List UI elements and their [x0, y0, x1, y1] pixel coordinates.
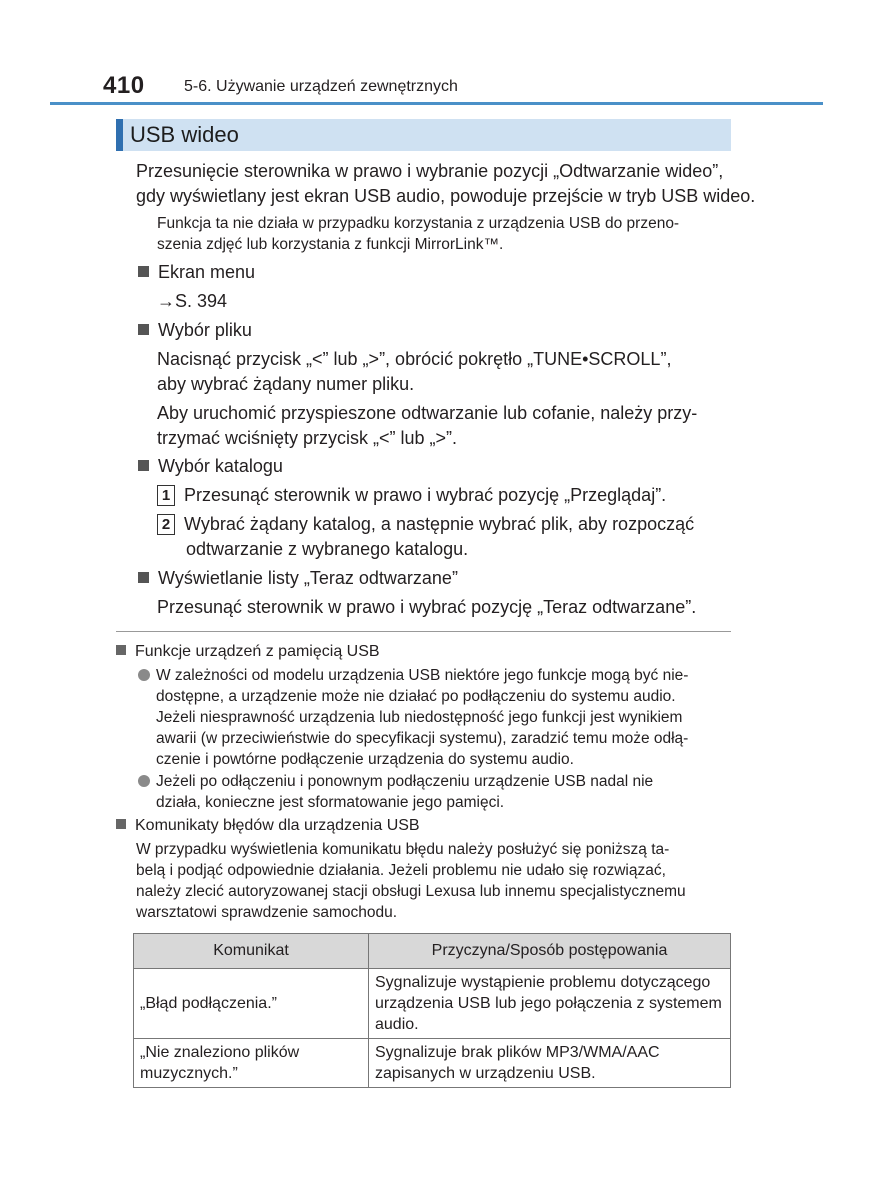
- wybor-pliku-p1-l1: Nacisnąć przycisk „<” lub „>”, obrócić pokrętło „TUNE•SCROLL”,: [157, 349, 672, 369]
- table-cell-message: „Nie znaleziono plików muzycznych.”: [134, 1039, 369, 1088]
- funkcje-b1-l3: Jeżeli niesprawność urządzenia lub niedostępność jego funkcji jest wynikiem: [156, 709, 683, 726]
- funkcje-b1-l4: awarii (w przeciwieństwie do specyfikacji systemu), zaradzić temu może odłą-: [156, 730, 689, 747]
- header-rule: [50, 102, 823, 105]
- table-header-row: [134, 934, 731, 969]
- funkcje-b2-l2: działa, konieczne jest sformatowanie jego pamięci.: [156, 794, 505, 811]
- section-title-mark: [116, 119, 123, 151]
- intro-line-1: Przesunięcie sterownika w prawo i wybranie pozycji „Odtwarzanie wideo”,: [136, 161, 724, 181]
- table-header-komunikat: Komunikat: [134, 934, 369, 969]
- square-bullet-icon: [138, 266, 149, 277]
- intro-line-2: gdy wyświetlany jest ekran USB audio, powoduje przejście w tryb USB wideo.: [136, 186, 756, 206]
- section-title: USB wideo: [130, 122, 239, 147]
- page-header: [0, 0, 877, 105]
- chapter-title: 5-6. Używanie urządzeń zewnętrznych: [184, 78, 458, 95]
- table-cell-cause: Sygnalizuje brak plików MP3/WMA/AAC zapisanych w urządzeniu USB.: [369, 1039, 731, 1088]
- lista-text: Przesunąć sterownik w prawo i wybrać pozycję „Teraz odtwarzane”.: [157, 597, 697, 617]
- step-2: 2 Wybrać żądany katalog, a następnie wybrać plik, aby rozpocząć: [157, 512, 694, 536]
- funkcje-b1-l1: W zależności od modelu urządzenia USB niektóre jego funkcje mogą być nie-: [138, 665, 688, 686]
- step-2-line-2: odtwarzanie z wybranego katalogu.: [186, 539, 469, 559]
- funkcje-b1-l5: czenie i powtórne podłączenie urządzenia do systemu audio.: [156, 751, 574, 768]
- section-divider: [116, 631, 731, 632]
- square-bullet-icon: [116, 819, 126, 829]
- square-bullet-icon: [138, 572, 149, 583]
- funkcje-b2-l1: Jeżeli po odłączeniu i ponownym podłączeniu urządzenie USB nadal nie: [138, 771, 653, 792]
- komunikaty-l4: warsztatowi sprawdzenie samochodu.: [136, 904, 398, 921]
- wybor-pliku-p2-l2: trzymać wciśnięty przycisk „<” lub „>”.: [157, 428, 458, 448]
- page-number: 410: [103, 72, 145, 99]
- heading-wybor-pliku: Wybór pliku: [138, 318, 252, 342]
- intro-note-1: Funkcja ta nie działa w przypadku korzystania z urządzenia USB do przeno-: [157, 215, 680, 232]
- section-title-bar: [116, 119, 731, 151]
- table-row: [134, 1039, 731, 1088]
- funkcje-b1-l2: dostępne, a urządzenie może nie działać po podłączeniu do systemu audio.: [156, 688, 676, 705]
- wybor-pliku-p1-l2: aby wybrać żądany numer pliku.: [157, 374, 415, 394]
- square-bullet-icon: [138, 460, 149, 471]
- error-table: [133, 933, 731, 1088]
- komunikaty-l3: należy zlecić autoryzowanej stacji obsługi Lexusa lub innemu specjalistycznemu: [136, 883, 686, 900]
- wybor-pliku-p2-l1: Aby uruchomić przyspieszone odtwarzanie lub cofanie, należy przy-: [157, 403, 698, 423]
- table-cell-message: „Błąd podłączenia.”: [134, 969, 369, 1039]
- square-bullet-icon: [138, 324, 149, 335]
- ref-link[interactable]: →S. 394: [157, 291, 228, 311]
- step-number-2: 2: [157, 514, 175, 535]
- square-bullet-icon: [116, 645, 126, 655]
- heading-komunikaty: Komunikaty błędów dla urządzenia USB: [116, 815, 420, 836]
- heading-lista: Wyświetlanie listy „Teraz odtwarzane”: [138, 566, 458, 590]
- table-row: [134, 969, 731, 1039]
- heading-funkcje: Funkcje urządzeń z pamięcią USB: [116, 641, 380, 662]
- circle-bullet-icon: [138, 775, 150, 787]
- step-1: 1 Przesunąć sterownik w prawo i wybrać pozycję „Przeglądaj”.: [157, 483, 666, 507]
- circle-bullet-icon: [138, 669, 150, 681]
- heading-wybor-katalogu: Wybór katalogu: [138, 454, 283, 478]
- komunikaty-l2: belą i podjąć odpowiednie działania. Jeżeli problemu nie udało się rozwiązać,: [136, 862, 666, 879]
- heading-ekran-menu: Ekran menu: [138, 260, 255, 284]
- step-number-1: 1: [157, 485, 175, 506]
- table-cell-cause: Sygnalizuje wystąpienie problemu dotyczącego urządzenia USB lub jego połączenia z systemem audio.: [369, 969, 731, 1039]
- intro-note-2: szenia zdjęć lub korzystania z funkcji MirrorLink™.: [157, 236, 504, 253]
- komunikaty-l1: W przypadku wyświetlenia komunikatu błędu należy posłużyć się poniższą ta-: [136, 841, 670, 858]
- table-header-przyczyna: Przyczyna/Sposób postępowania: [369, 934, 731, 969]
